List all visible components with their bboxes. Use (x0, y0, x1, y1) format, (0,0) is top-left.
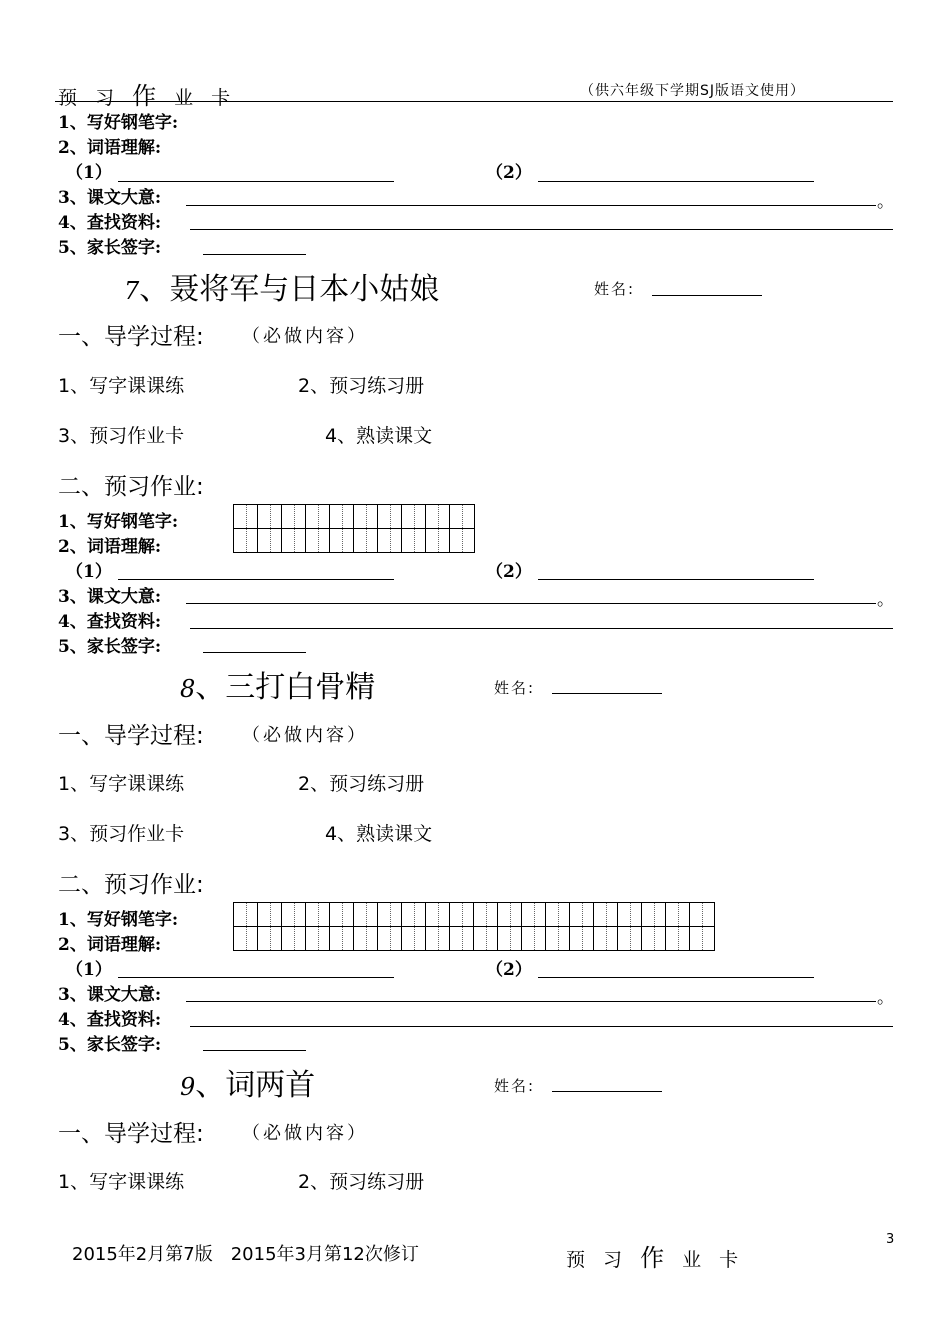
lesson-9-guide-heading: 一、导学过程: (58, 1121, 204, 1147)
card-title-big: 作 (132, 82, 163, 110)
lesson-8-word-item-2-field[interactable] (538, 977, 814, 978)
lesson-8-word-item-1-label: （1） (66, 960, 112, 980)
header-divider (55, 101, 893, 102)
lesson-9-guide-note: （必做内容） (242, 1123, 368, 1144)
lesson-7-name-label: 姓名: (594, 280, 636, 298)
lesson-7-sep: 、 (139, 272, 170, 307)
lesson-8-task-3: 3、预习作业卡 (58, 823, 185, 845)
lesson-7-title-text: 聂将军与日本小姑娘 (169, 272, 440, 307)
lesson-8-word-understanding-label: 2、词语理解: (58, 935, 162, 955)
lesson-8-parent-signature-field[interactable] (203, 1050, 306, 1051)
lesson-8-name-field[interactable] (552, 693, 662, 694)
lesson-8-main-idea-field[interactable] (186, 1001, 876, 1002)
lesson-8-number: 8 (180, 675, 196, 703)
main-idea-period: 。 (877, 192, 894, 212)
main-idea-label: 3、课文大意: (58, 188, 162, 208)
usage-note: （供六年级下学期SJ版语文使用） (580, 83, 806, 99)
lesson-7-task-2: 2、预习练习册 (298, 375, 425, 397)
lesson-8-guide-heading: 一、导学过程: (58, 723, 204, 749)
card-title-suffix: 业 卡 (174, 87, 237, 109)
lesson-8-word-item-2-label: （2） (486, 960, 532, 980)
lesson-8-guide-note: （必做内容） (242, 725, 368, 746)
word-item-1-field[interactable] (118, 181, 394, 182)
lesson-9-title (180, 1060, 315, 1104)
word-item-2-label: （2） (486, 163, 532, 183)
lesson-9-name-label: 姓名: (494, 1077, 536, 1095)
write-pen-label: 1、写好钢笔字: (58, 113, 179, 133)
lesson-8-materials-field[interactable] (190, 1026, 893, 1027)
footer-card-prefix: 预 习 (566, 1249, 629, 1271)
lesson-7-guide-note: （必做内容） (242, 326, 368, 347)
lesson-7-title (124, 264, 439, 308)
lesson-8-materials-label: 4、查找资料: (58, 1010, 162, 1030)
word-item-1-label: （1） (66, 163, 112, 183)
lesson-7-character-grid[interactable] (233, 504, 475, 553)
lesson-7-parent-signature-label: 5、家长签字: (58, 637, 162, 657)
lesson-9-task-1: 1、写字课课练 (58, 1171, 185, 1193)
word-understanding-label: 2、词语理解: (58, 138, 162, 158)
lesson-8-homework-heading: 二、预习作业: (58, 872, 204, 898)
lesson-7-parent-signature-field[interactable] (203, 652, 306, 653)
lesson-7-materials-field[interactable] (190, 628, 893, 629)
lesson-8-title (180, 662, 375, 706)
lesson-8-task-4: 4、熟读课文 (325, 823, 433, 845)
lesson-8-main-idea-label: 3、课文大意: (58, 985, 162, 1005)
lesson-7-number: 7 (124, 277, 140, 305)
footer-edition: 2015年2月第7版 2015年3月第12次修订 (72, 1244, 419, 1265)
lesson-7-word-item-2-label: （2） (486, 562, 532, 582)
lesson-8-task-2: 2、预习练习册 (298, 773, 425, 795)
lesson-8-word-item-1-field[interactable] (118, 977, 394, 978)
lesson-7-word-item-2-field[interactable] (538, 579, 814, 580)
word-item-2-field[interactable] (538, 181, 814, 182)
lesson-7-materials-label: 4、查找资料: (58, 612, 162, 632)
lesson-7-task-4: 4、熟读课文 (325, 425, 433, 447)
lesson-7-main-idea-field[interactable] (186, 603, 876, 604)
lesson-7-guide-heading: 一、导学过程: (58, 324, 204, 350)
footer-card-suffix: 业 卡 (682, 1249, 745, 1271)
lesson-7-word-item-1-field[interactable] (118, 579, 394, 580)
lesson-8-character-grid[interactable] (233, 902, 715, 951)
lesson-8-parent-signature-label: 5、家长签字: (58, 1035, 162, 1055)
lesson-9-title-text: 词两首 (225, 1068, 316, 1103)
lesson-7-word-item-1-label: （1） (66, 562, 112, 582)
parent-signature-label: 5、家长签字: (58, 238, 162, 258)
parent-signature-field[interactable] (203, 254, 306, 255)
materials-field[interactable] (190, 229, 893, 230)
lesson-9-name-field[interactable] (552, 1091, 662, 1092)
lesson-7-word-understanding-label: 2、词语理解: (58, 537, 162, 557)
lesson-8-sep: 、 (195, 670, 226, 705)
lesson-7-name-field[interactable] (652, 295, 762, 296)
lesson-7-main-idea-label: 3、课文大意: (58, 587, 162, 607)
footer-card-title (566, 1238, 744, 1273)
lesson-9-number: 9 (180, 1073, 196, 1101)
page-number: 3 (886, 1232, 895, 1247)
lesson-7-write-pen-label: 1、写好钢笔字: (58, 512, 179, 532)
lesson-8-title-text: 三打白骨精 (225, 670, 376, 705)
lesson-7-task-1: 1、写字课课练 (58, 375, 185, 397)
lesson-8-main-idea-period: 。 (877, 988, 894, 1008)
card-title (58, 76, 236, 111)
materials-label: 4、查找资料: (58, 213, 162, 233)
lesson-7-task-3: 3、预习作业卡 (58, 425, 185, 447)
lesson-9-task-2: 2、预习练习册 (298, 1171, 425, 1193)
lesson-8-task-1: 1、写字课课练 (58, 773, 185, 795)
footer-card-big: 作 (640, 1244, 671, 1272)
lesson-8-write-pen-label: 1、写好钢笔字: (58, 910, 179, 930)
lesson-9-sep: 、 (195, 1068, 226, 1103)
lesson-7-main-idea-period: 。 (877, 590, 894, 610)
card-title-prefix: 预 习 (58, 87, 121, 109)
lesson-7-homework-heading: 二、预习作业: (58, 474, 204, 500)
lesson-8-name-label: 姓名: (494, 679, 536, 697)
main-idea-field[interactable] (186, 205, 876, 206)
